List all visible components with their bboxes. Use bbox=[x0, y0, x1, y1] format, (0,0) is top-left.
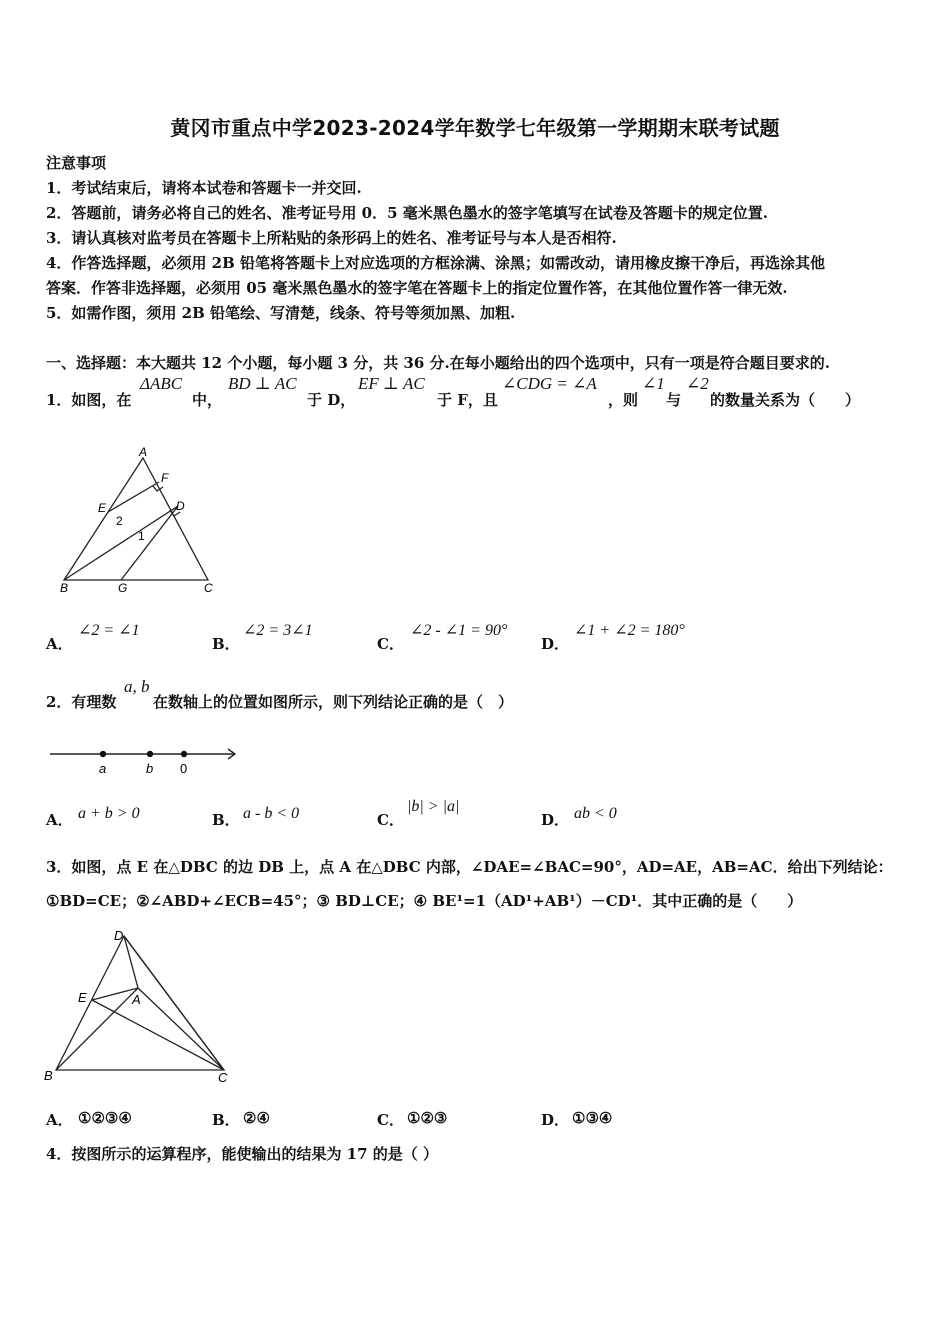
section-heading: 一、选择题：本大题共 12 个小题，每小题 3 分，共 36 分.在每小题给出的四个选项中，只有一项是符合题目要求的. bbox=[46, 354, 830, 372]
q2-option-a-expr: a + b > 0 bbox=[78, 805, 140, 822]
q1-math-triangle: ΔABC bbox=[140, 374, 183, 393]
q2-point-zero bbox=[181, 751, 187, 757]
question-4: 4．按图所示的运算程序，能使输出的结果为 17 的是（ ） bbox=[46, 1145, 438, 1163]
q1-math-ef-perp: EF ⊥ AC bbox=[358, 374, 425, 393]
q1-label-angle2: 2 bbox=[116, 514, 123, 528]
q1-text: 中， bbox=[192, 391, 223, 409]
q3-line-1: 3．如图，点 E 在△DBC 的边 DB 上，点 A 在△DBC 内部，∠DAE=∠BAC=90°，AD=AE，AB=AC．给出下列结论： bbox=[46, 858, 893, 876]
q3-option-c-expr: ①②③ bbox=[407, 1109, 448, 1127]
notice-item: 1．考试结束后，请将本试卷和答题卡一并交回. bbox=[46, 179, 362, 197]
q3-label-a: A bbox=[132, 992, 141, 1007]
q2-point-b bbox=[147, 751, 153, 757]
q1-option-a-expr: ∠2 = ∠1 bbox=[78, 622, 140, 639]
q1-triangle-figure bbox=[50, 440, 240, 600]
notice-heading: 注意事项 bbox=[46, 154, 107, 172]
q1-label-d: D bbox=[176, 499, 185, 513]
q1-math-angle1: ∠1 bbox=[642, 374, 665, 393]
q1-label-f: F bbox=[161, 471, 169, 485]
notice-item: 3．请认真核对监考员在答题卡上所粘贴的条形码上的姓名、准考证号与本人是否相符. bbox=[46, 229, 617, 247]
notice-item: 2．答题前，请务必将自己的姓名、准考证号用 0．5 毫米黑色墨水的签字笔填写在试卷及答题卡的规定位置. bbox=[46, 204, 768, 222]
q3-label-e: E bbox=[78, 990, 87, 1005]
q1-number: 1．如图，在 bbox=[46, 391, 132, 409]
q1-label-angle1: 1 bbox=[138, 529, 145, 543]
q2-point-a bbox=[100, 751, 106, 757]
q1-text: 于 F，且 bbox=[437, 391, 498, 409]
q2-option-c[interactable]: C． bbox=[377, 811, 404, 829]
q1-text: ，则 bbox=[608, 391, 639, 409]
notice-item: 答案．作答非选择题，必须用 05 毫米黑色墨水的签字笔在答题卡上的指定位置作答，在其他位置作答一律无效. bbox=[46, 279, 788, 297]
q1-label-c: C bbox=[204, 581, 213, 595]
q2-text: 在数轴上的位置如图所示，则下列结论正确的是（ ） bbox=[153, 693, 514, 711]
q3-label-d: D bbox=[114, 928, 124, 943]
q1-label-b: B bbox=[60, 581, 69, 595]
q1-option-c-expr: ∠2 - ∠1 = 90° bbox=[410, 622, 508, 639]
notice-item: 5．如需作图，须用 2B 铅笔绘、写清楚，线条、符号等须加黑、加粗. bbox=[46, 304, 516, 322]
q2-option-d-expr: ab < 0 bbox=[574, 805, 617, 822]
q3-option-c[interactable]: C． bbox=[377, 1111, 404, 1129]
q3-option-a-expr: ①②③④ bbox=[78, 1109, 132, 1127]
q1-option-b-expr: ∠2 = 3∠1 bbox=[243, 622, 313, 639]
q2-math-ab: a, b bbox=[124, 677, 150, 696]
q1-text: 与 bbox=[666, 391, 682, 409]
q2-option-a[interactable]: A． bbox=[46, 811, 73, 829]
q2-label-b: b bbox=[146, 761, 154, 776]
q2-option-d[interactable]: D． bbox=[541, 811, 570, 829]
q2-number-line bbox=[48, 742, 243, 778]
q1-label-a: A bbox=[139, 445, 148, 459]
page-title: 黄冈市重点中学2023-2024学年数学七年级第一学期期末联考试题 bbox=[170, 116, 780, 140]
q1-text: 于 D， bbox=[307, 391, 356, 409]
notice-item: 4．作答选择题，必须用 2B 铅笔将答题卡上对应选项的方框涂满、涂黑；如需改动，请用橡皮擦干净后，再选涂其他 bbox=[46, 254, 826, 272]
q2-number: 2．有理数 bbox=[46, 693, 117, 711]
q3-label-b: B bbox=[44, 1068, 53, 1083]
q1-option-b[interactable]: B． bbox=[212, 635, 240, 653]
q1-option-d[interactable]: D． bbox=[541, 635, 570, 653]
q1-label-g: G bbox=[118, 581, 128, 595]
q3-option-b[interactable]: B． bbox=[212, 1111, 240, 1129]
q2-option-c-expr: |b| > |a| bbox=[407, 798, 460, 815]
q1-option-a[interactable]: A． bbox=[46, 635, 73, 653]
q3-line-2: ①BD=CE；②∠ABD+∠ECB=45°；③ BD⊥CE；④ BE¹=1（AD¹+AB¹）－CD¹．其中正确的是（ ） bbox=[46, 892, 803, 910]
q3-option-d-expr: ①③④ bbox=[572, 1109, 613, 1127]
q3-triangle-figure bbox=[40, 924, 240, 1084]
q1-option-d-expr: ∠1 + ∠2 = 180° bbox=[574, 622, 685, 639]
q1-math-angle-cdg: ∠CDG = ∠A bbox=[502, 374, 597, 393]
q1-option-c[interactable]: C． bbox=[377, 635, 404, 653]
q1-math-bd-perp: BD ⊥ AC bbox=[228, 374, 297, 393]
q3-option-d[interactable]: D． bbox=[541, 1111, 570, 1129]
q1-math-angle2: ∠2 bbox=[686, 374, 709, 393]
q2-label-zero: 0 bbox=[180, 761, 188, 776]
q2-option-b-expr: a - b < 0 bbox=[243, 805, 300, 822]
q3-label-c: C bbox=[218, 1070, 228, 1084]
q2-option-b[interactable]: B． bbox=[212, 811, 240, 829]
q3-option-a[interactable]: A． bbox=[46, 1111, 73, 1129]
q3-option-b-expr: ②④ bbox=[243, 1109, 270, 1127]
q1-label-e: E bbox=[98, 501, 107, 515]
q1-text: 的数量关系为（ ） bbox=[710, 391, 861, 409]
q2-label-a: a bbox=[99, 761, 107, 776]
